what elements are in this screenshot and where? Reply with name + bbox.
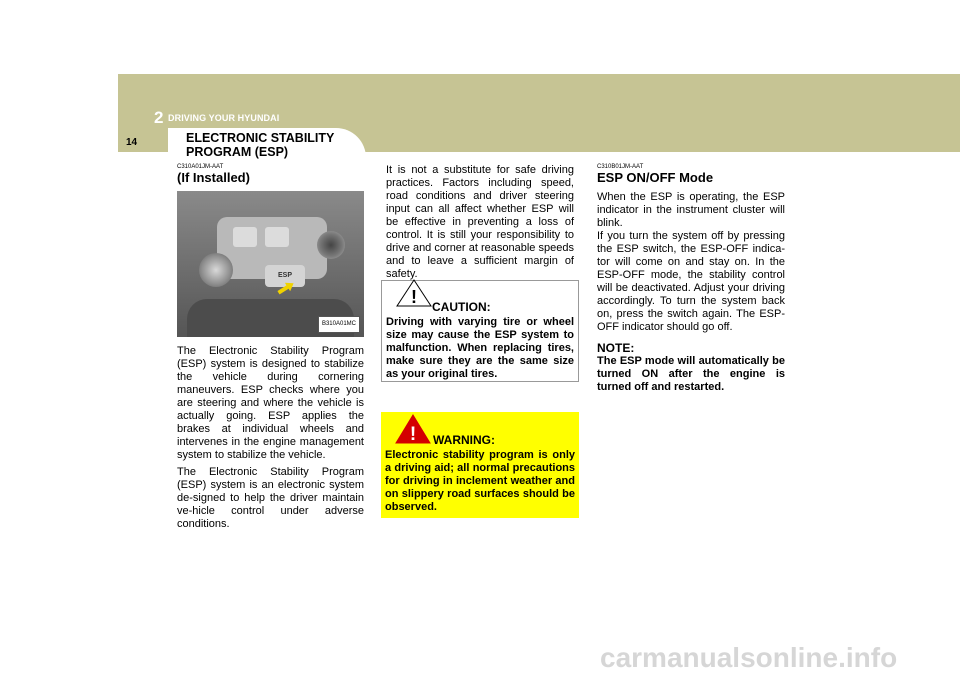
- section-code: C310A01JM-AAT: [177, 164, 224, 170]
- warning-title: WARNING:: [433, 433, 495, 447]
- left-paragraph-1: The Electronic Stability Program (ESP) system is designed to stabilize the vehicle during cornering maneuvers. ESP checks where you are steering and where the vehicle is actually going. ESP applies the brakes at individual wheels and intervenes in the engine management system to stabilize the vehicle.: [177, 345, 364, 461]
- climate-knob: [199, 253, 233, 287]
- svg-text:!: !: [409, 424, 417, 444]
- section-title: ELECTRONIC STABILITY PROGRAM (ESP): [186, 131, 335, 159]
- esp-button: ESP: [265, 265, 305, 287]
- section-code-right: C310B01JM-AAT: [597, 164, 644, 170]
- seat-heater-switch-left: [233, 227, 257, 247]
- image-caption: B310A01MC: [318, 316, 360, 333]
- page-number: 14: [126, 137, 138, 148]
- left-paragraph-2: The Electronic Stability Program (ESP) system is an electronic system de-signed to help the driver maintain ve-hicle control under adverse conditions.: [177, 466, 364, 530]
- note-text: The ESP mode will automatically be turned ON after the engine is turned off and restarted.: [597, 355, 785, 393]
- caution-warning-icon: [396, 279, 432, 311]
- seat-heater-switch-right: [265, 227, 289, 247]
- middle-paragraph: It is not a substitute for safe driving practices. Factors including speed, road conditions and driver steering input can all affect whether ESP will be effective in preventing a loss of control. It is still your responsibility to drive and corner at reasonable speeds and to leave a sufficient margin of safety.: [386, 164, 574, 280]
- right-column: [597, 163, 785, 394]
- middle-column: [386, 164, 574, 285]
- esp-on-off-subhead: ESP ON/OFF Mode: [597, 170, 714, 185]
- caution-box: [381, 280, 579, 382]
- warning-box: [381, 412, 579, 518]
- warning-icon: [395, 414, 431, 448]
- esp-switch-photo: [177, 191, 364, 337]
- left-column: [177, 163, 364, 535]
- watermark: carmanualsonline.info: [600, 642, 898, 673]
- chapter-title: DRIVING YOUR HYUNDAI: [168, 113, 280, 123]
- caution-text: Driving with varying tire or wheel size may cause the ESP system to malfunction. When replacing tires, make sure they are the same size as your original tires.: [386, 316, 574, 380]
- chapter-number: 2: [154, 108, 164, 127]
- note-title: NOTE:: [597, 341, 635, 355]
- right-paragraph: When the ESP is operating, the ESP indicator in the instrument cluster will blink. If you turn the system off by pressing the ESP switch, the ESP-OFF indica-tor will come on and stay on. In the ESP-OFF mode, the stability control will be deactivated. Adjust your driving accordingly. To turn the system back on, press the switch again. The ESP-OFF indicator should go off.: [597, 191, 785, 333]
- power-outlet: [317, 231, 345, 259]
- if-installed-subhead: (If Installed): [177, 170, 250, 185]
- svg-text:!: !: [411, 287, 417, 307]
- warning-text: Electronic stability program is only a driving aid; all normal precautions for driving in inclement weather and on slippery road surfaces should be observed.: [385, 449, 575, 513]
- caution-title: CAUTION:: [432, 300, 491, 314]
